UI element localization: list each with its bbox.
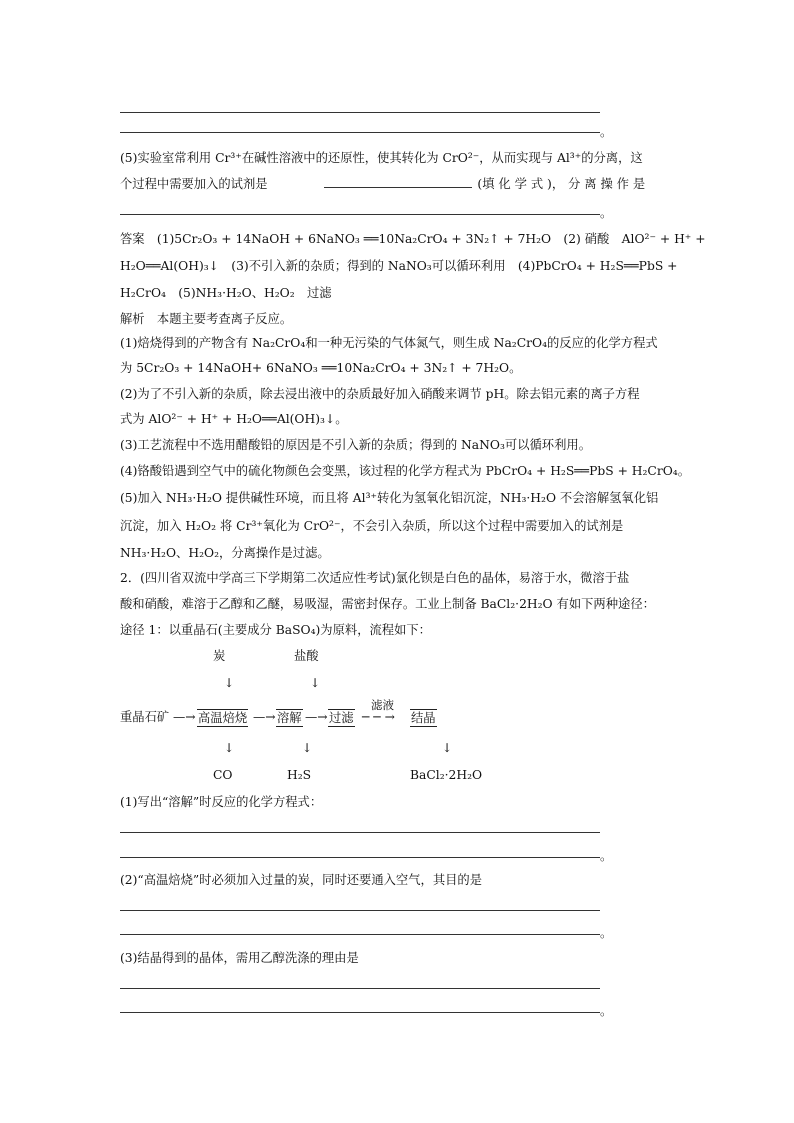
period: 。 <box>600 206 613 220</box>
filtrate-label: 滤液 <box>371 698 394 712</box>
question-5-hint: (填 化 学 式 )， 分 离 操 作 是 <box>477 177 646 191</box>
period: 。 <box>600 125 613 139</box>
answer-blank-s3a[interactable] <box>120 988 600 989</box>
answer-blank-s2b[interactable] <box>120 934 600 935</box>
reagent-blank[interactable] <box>324 176 472 188</box>
analysis-line-6: (3)工艺流程中不选用醋酸铅的原因是不引入新的杂质；得到的 NaNO₃可以循环利用。 <box>120 438 591 452</box>
analysis-heading: 解析 本题主要考查离子反应。 <box>120 312 293 326</box>
answer-blank-s1b[interactable] <box>120 857 600 858</box>
sub-question-3: (3)结晶得到的晶体，需用乙醇洗涤的理由是 <box>120 951 359 965</box>
output-co: CO <box>213 768 233 782</box>
right-arrow-icon: —→ <box>305 710 328 724</box>
down-arrow-icon: ↓ <box>442 741 453 755</box>
answer-line-3: H₂CrO₄ (5)NH₃·H₂O、H₂O₂ 过滤 <box>120 286 332 300</box>
answer-blank-1[interactable] <box>120 112 600 113</box>
analysis-line-9: 沉淀，加入 H₂O₂ 将 Cr³⁺氧化为 CrO²⁻，不会引入杂质，所以这个过程中需要加入的试剂是 <box>120 519 624 533</box>
output-h2s: H₂S <box>287 768 312 782</box>
answer-line-1: 答案 (1)5Cr₂O₃ + 14NaOH + 6NaNO₃ ══10Na₂CrO₄ + 3N₂↑ + 7H₂O (2) 硝酸 AlO²⁻ + H⁺ + <box>120 232 706 246</box>
analysis-line-7: (4)铬酸铅遇到空气中的硫化物颜色会变黑，该过程的化学方程式为 PbCrO₄ + H₂S══PbS + H₂CrO₄。 <box>120 464 691 478</box>
period: 。 <box>600 1004 613 1018</box>
output-bacl2-crystal: BaCl₂·2H₂O <box>410 768 483 782</box>
dashed-arrow-icon: ─ ─ → <box>362 710 395 724</box>
answer-blank-s3b[interactable] <box>120 1012 600 1013</box>
analysis-line-8: (5)加入 NH₃·H₂O 提供碱性环境，而且将 Al³⁺转化为氢氧化铝沉淀，NH₃·H₂O 不会溶解氢氧化铝 <box>120 491 659 505</box>
input-hydrochloric-acid: 盐酸 <box>294 649 319 663</box>
question-2-line-2: 酸和硝酸，难溶于乙醇和乙醚，易吸湿，需密封保存。工业上制备 BaCl₂·2H₂O 有如下两种途径： <box>120 597 655 611</box>
answer-blank-s2a[interactable] <box>120 910 600 911</box>
answer-line-2: H₂O══Al(OH)₃↓ (3)不引入新的杂质；得到的 NaNO₃可以循环利用 (4)PbCrO₄ + H₂S══PbS + <box>120 259 678 273</box>
analysis-line-4: (2)为了不引入新的杂质，除去浸出液中的杂质最好加入硝酸来调节 pH。除去铝元素的离子方程 <box>120 387 640 401</box>
analysis-line-3: 为 5Cr₂O₃ + 14NaOH+ 6NaNO₃ ══10Na₂CrO₄ + 3N₂↑ + 7H₂O。 <box>120 361 522 375</box>
period: 。 <box>600 926 613 940</box>
analysis-line-5: 式为 AlO²⁻ + H⁺ + H₂O══Al(OH)₃↓。 <box>120 412 348 426</box>
sub-question-1: (1)写出“溶解”时反应的化学方程式： <box>120 795 323 809</box>
input-carbon: 炭 <box>213 649 226 663</box>
question-2-line-3: 途径 1：以重晶石(主要成分 BaSO₄)为原料，流程如下： <box>120 623 431 637</box>
step-crystallization: 结晶 <box>411 711 436 725</box>
down-arrow-icon: ↓ <box>302 741 313 755</box>
right-arrow-icon: —→ <box>173 710 196 724</box>
down-arrow-icon: ↓ <box>224 741 235 755</box>
question-5-line-2 <box>120 176 645 192</box>
separation-blank[interactable] <box>120 214 600 215</box>
analysis-line-2: (1)焙烧得到的产物含有 Na₂CrO₄和一种无污染的气体氮气，则生成 Na₂CrO₄的反应的化学方程式 <box>120 336 658 350</box>
down-arrow-icon: ↓ <box>224 676 235 690</box>
question-2-line-1: 2．(四川省双流中学高三下学期第二次适应性考试)氯化钡是白色的晶体，易溶于水，微溶于盐 <box>120 571 630 585</box>
answer-blank-s1a[interactable] <box>120 832 600 833</box>
period: 。 <box>600 849 613 863</box>
analysis-line-10: NH₃·H₂O、H₂O₂，分离操作是过滤。 <box>120 546 330 560</box>
right-arrow-icon: —→ <box>253 710 276 724</box>
question-5-text: 个过程中需要加入的试剂是 <box>120 177 268 191</box>
step-dissolving: 溶解 <box>277 711 302 725</box>
flow-start-barite: 重晶石矿 <box>120 710 170 724</box>
sub-question-2: (2)“高温焙烧”时必须加入过量的炭，同时还要通入空气，其目的是 <box>120 873 483 887</box>
step-filtration: 过滤 <box>329 711 354 725</box>
down-arrow-icon: ↓ <box>310 676 321 690</box>
answer-blank-2[interactable] <box>120 132 600 133</box>
question-5-line-1: (5)实验室常利用 Cr³⁺在碱性溶液中的还原性，使其转化为 CrO²⁻，从而实现与 Al³⁺的分离，这 <box>120 151 643 165</box>
step-high-temp-roasting: 高温焙烧 <box>198 711 248 725</box>
